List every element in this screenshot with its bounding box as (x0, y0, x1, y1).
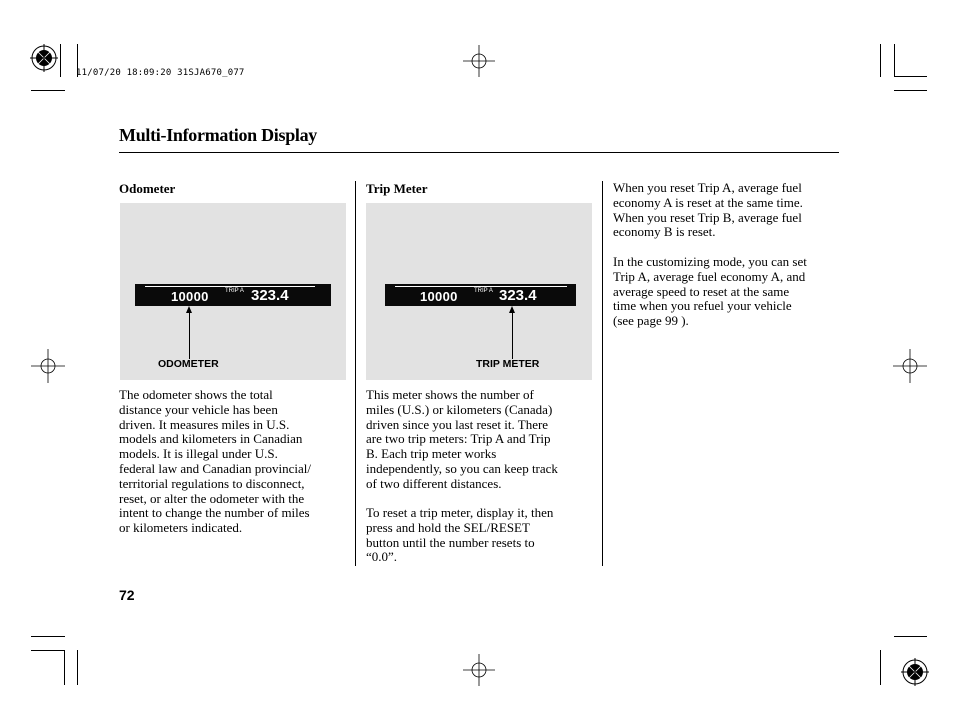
title-rule (119, 152, 839, 153)
odometer-pointer-line (189, 311, 190, 359)
trip-meter-figure (366, 203, 592, 380)
crosshair-right-icon (893, 349, 927, 383)
trip-meter-callout: TRIP METER (476, 358, 540, 370)
registration-mark-top-left-icon (30, 44, 58, 72)
column-divider-1 (355, 181, 356, 566)
trip-meter-display (385, 284, 576, 306)
display-trip-label: TRIP A (474, 288, 493, 294)
display-trip-label: TRIP A (225, 288, 244, 294)
odometer-heading: Odometer (119, 181, 176, 196)
crosshair-left-icon (31, 349, 65, 383)
display-odometer-value: 10000 (171, 289, 209, 304)
registration-mark-bottom-right-icon (901, 658, 929, 686)
print-stamp: 11/07/20 18:09:20 31SJA670_077 (76, 68, 245, 78)
odometer-figure (120, 203, 346, 380)
odometer-description: The odometer shows the total distance your vehicle has been driven. It measures miles in U.S. models and kilometers in Canadian models. It is illegal under U.S. federal law and Canadian provincial/ territorial regulations to disconnect, reset, or alter the odometer with the intent to change the number of miles or kilometers indicated. (119, 387, 312, 536)
trip-meter-reset-instructions: To reset a trip meter, display it, then press and hold the SEL/RESET button until the number resets to “0.0”. (366, 505, 554, 565)
display-trip-value: 323.4 (251, 287, 289, 304)
odometer-callout: ODOMETER (158, 358, 219, 370)
trip-meter-description: This meter shows the number of miles (U.S.) or kilometers (Canada) driven since you last reset it. There are two trip meters: Trip A and Trip B. Each trip meter works independently, so you can keep track of two different distances. (366, 387, 558, 491)
column-divider-2 (602, 181, 603, 566)
page-title: Multi-Information Display (119, 125, 318, 145)
trip-meter-heading: Trip Meter (366, 181, 428, 196)
crosshair-top-icon (463, 45, 495, 77)
odometer-display (135, 284, 331, 306)
display-trip-value: 323.4 (499, 287, 537, 304)
display-odometer-value: 10000 (420, 289, 458, 304)
page-number: 72 (119, 587, 135, 603)
reset-info-paragraph-2: In the customizing mode, you can set Trip A, average fuel economy A, and average speed to reset at the same time when you refuel your vehicle (see page 99 ). (613, 254, 807, 329)
reset-info-paragraph-1: When you reset Trip A, average fuel economy A is reset at the same time. When you reset Trip B, average fuel economy B is reset. (613, 180, 803, 240)
trip-meter-pointer-line (512, 311, 513, 359)
crosshair-bottom-icon (463, 654, 495, 686)
